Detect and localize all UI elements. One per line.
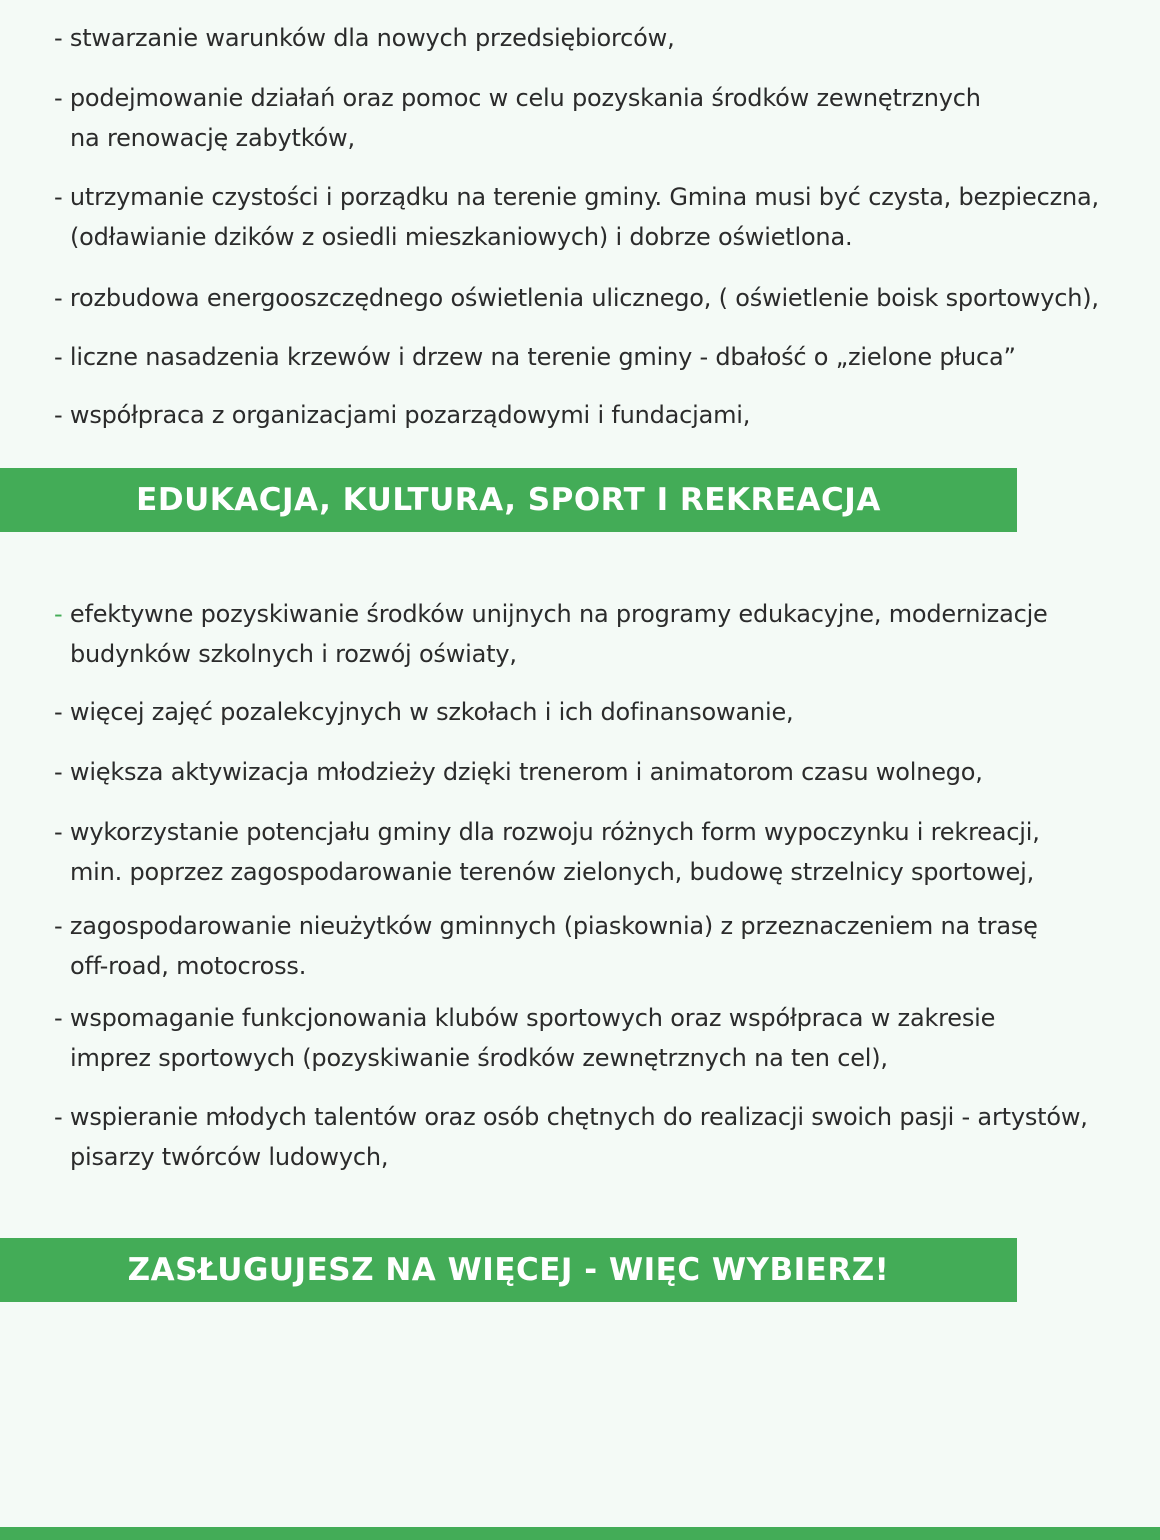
bullet-dash: - (54, 1103, 70, 1131)
list-item (54, 594, 1134, 674)
list-item-text-continued: na renowację zabytków, (70, 124, 355, 152)
list-item-text-continued: pisarzy twórców ludowych, (70, 1143, 389, 1171)
list-item-text-continued: (odławianie dzików z osiedli mieszkaniowych) i dobrze oświetlona. (70, 223, 853, 251)
bullet-dash: - (54, 758, 70, 786)
bullet-dash: - (54, 183, 70, 211)
section-heading-banner: EDUKACJA, KULTURA, SPORT I REKREACJA (0, 468, 1017, 532)
list-item-text: podejmowanie działań oraz pomoc w celu pozyskania środków zewnętrznych (69, 84, 981, 112)
list-item (54, 78, 1134, 158)
list-item (54, 18, 1134, 58)
list-item-text: efektywne pozyskiwanie środków unijnych na programy edukacyjne, modernizacje (69, 600, 1048, 628)
slogan-banner: ZASŁUGUJESZ NA WIĘCEJ - WIĘC WYBIERZ! (0, 1238, 1017, 1302)
list-item-text-continued: budynków szkolnych i rozwój oświaty, (70, 640, 517, 668)
list-item (54, 692, 1134, 732)
list-item-text: współpraca z organizacjami pozarządowymi i fundacjami, (69, 401, 751, 429)
bullet-dash: - (54, 401, 70, 429)
list-item (54, 395, 1134, 435)
list-item-text: więcej zajęć pozalekcyjnych w szkołach i ich dofinansowanie, (69, 698, 794, 726)
list-item-text: zagospodarowanie nieużytków gminnych (piaskownia) z przeznaczeniem na trasę (69, 912, 1038, 940)
list-item (54, 752, 1134, 792)
bullet-dash: - (54, 84, 70, 112)
footer-bar (0, 1527, 1160, 1540)
list-item-text: utrzymanie czystości i porządku na terenie gminy. Gmina musi być czysta, bezpieczna, (69, 183, 1099, 211)
bullet-dash: - (54, 24, 70, 52)
list-item-text-continued: min. poprzez zagospodarowanie terenów zielonych, budowę strzelnicy sportowej, (70, 858, 1035, 886)
list-item-text: stwarzanie warunków dla nowych przedsiębiorców, (69, 24, 675, 52)
list-item (54, 906, 1134, 986)
list-item-text-continued: off-road, motocross. (70, 952, 307, 980)
list-item (54, 278, 1134, 318)
bullet-dash: - (54, 818, 70, 846)
bullet-dash: - (54, 912, 70, 940)
list-item (54, 177, 1134, 257)
list-item-text: rozbudowa energooszczędnego oświetlenia ulicznego, ( oświetlenie boisk sportowych), (69, 284, 1099, 312)
bullet-dash: - (54, 284, 70, 312)
bullet-dash: - (54, 343, 70, 371)
list-item (54, 998, 1134, 1078)
list-item-text: wykorzystanie potencjału gminy dla rozwoju różnych form wypoczynku i rekreacji, (69, 818, 1040, 846)
bullet-dash: - (54, 698, 70, 726)
bullet-dash: - (54, 600, 70, 628)
list-item-text-continued: imprez sportowych (pozyskiwanie środków zewnętrznych na ten cel), (70, 1044, 888, 1072)
list-item-text: liczne nasadzenia krzewów i drzew na terenie gminy - dbałość o „zielone płuca” (69, 343, 1016, 371)
list-item (54, 337, 1134, 377)
list-item (54, 1097, 1134, 1177)
list-item-text: wspieranie młodych talentów oraz osób chętnych do realizacji swoich pasji - artystów, (69, 1103, 1088, 1131)
list-item-text: większa aktywizacja młodzieży dzięki trenerom i animatorom czasu wolnego, (69, 758, 983, 786)
list-item (54, 812, 1134, 892)
bullet-dash: - (54, 1004, 70, 1032)
list-item-text: wspomaganie funkcjonowania klubów sportowych oraz współpraca w zakresie (69, 1004, 996, 1032)
